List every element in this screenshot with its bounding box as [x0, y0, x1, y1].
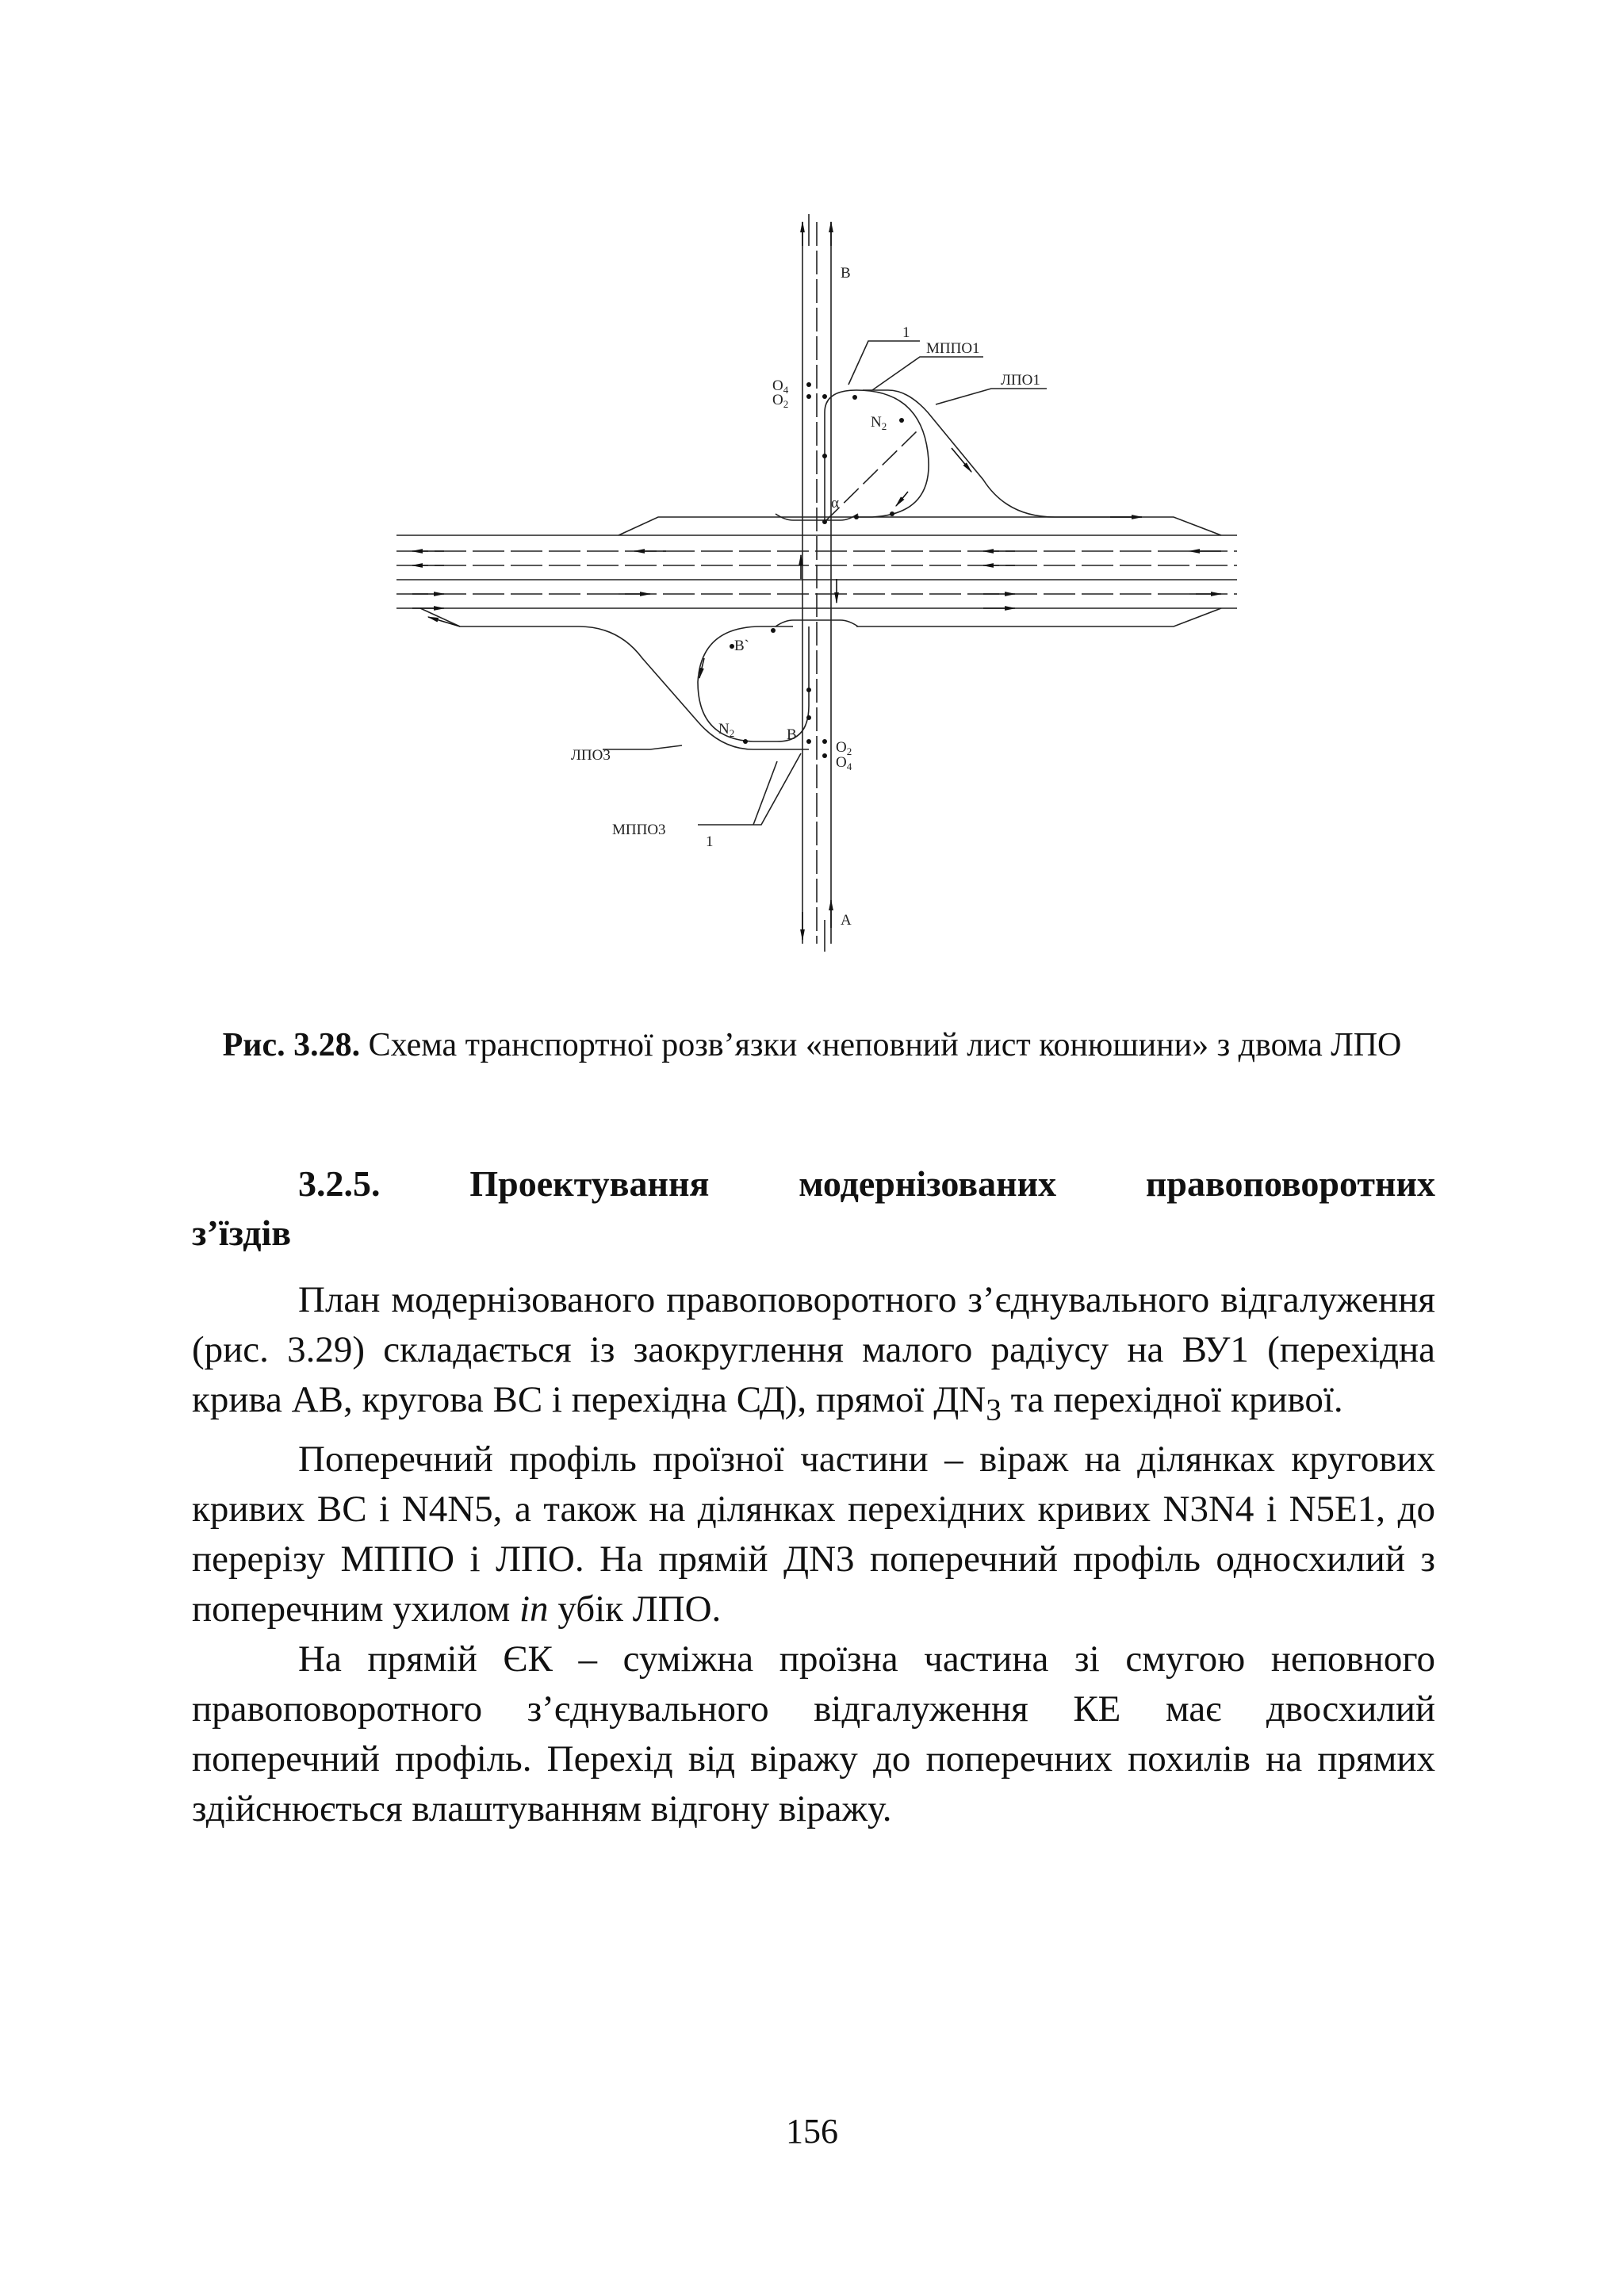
loop-lpo3	[698, 626, 809, 741]
interchange-svg	[381, 214, 1253, 952]
ramp-lpo1-exit	[863, 390, 1142, 517]
label-o4-bottom: $O_4$	[836, 754, 852, 772]
label-n2-bottom: $N_2$	[718, 721, 735, 739]
leader-1-top	[848, 341, 920, 385]
arrow-loop-top	[896, 492, 908, 506]
body-text	[192, 1275, 1435, 1834]
label-lpo1: ЛПО1	[1001, 372, 1040, 389]
paragraph-1-subscript: 3	[986, 1393, 1002, 1427]
point-n2-bottom	[743, 739, 748, 744]
label-b-bottom: В	[787, 726, 797, 743]
point-bottom-3	[806, 715, 811, 720]
paragraph-2	[192, 1435, 1435, 1634]
label-o2-bottom: $O_2$	[836, 739, 852, 757]
paragraph-1-text-b: та перехідної кривої.	[1001, 1379, 1343, 1420]
label-b-top: В	[841, 265, 851, 282]
ramp-lpo3-entry	[420, 608, 809, 749]
point-o4-top	[806, 382, 811, 387]
paragraph-1	[192, 1275, 1435, 1435]
point-top-4	[890, 511, 894, 516]
caption-label: Рис. 3.28.	[222, 1027, 361, 1063]
point-top-2	[852, 395, 857, 400]
figure-caption	[190, 1023, 1434, 1067]
leader-lpo1	[936, 389, 1047, 404]
label-o4-top: $O_4$	[772, 377, 789, 396]
paragraph-2-text-a: Поперечний профіль проїзної частини – віраж на ділянках кругових кривих ВС і N4N5, а також на ділянках перехідних кривих N3N4 і N5E1, до перерізу МППО і ЛПО. На прямій ДN3 поперечний профіль односхилий з поперечним ухилом	[192, 1439, 1435, 1630]
interchange-diagram	[381, 214, 1253, 952]
point-o4-bottom	[822, 753, 827, 758]
label-1-bottom: 1	[706, 833, 714, 850]
point-top-3	[822, 454, 827, 458]
heading-line-2: з’їздів	[192, 1213, 292, 1253]
point-o2-bottom	[822, 739, 827, 744]
paragraph-2-italic: in	[519, 1588, 549, 1630]
label-lpo3: ЛПО3	[571, 747, 611, 764]
label-alpha: α	[831, 495, 839, 511]
heading-line-1: 3.2.5. Проектування модернізованих правоповоротних	[298, 1163, 1435, 1204]
top-accel-lanes	[619, 517, 1221, 535]
caption-text: Схема транспортної розв’язки «неповний лист конюшини» з двома ЛПО	[360, 1027, 1402, 1063]
axis-line-top	[825, 428, 920, 522]
label-mppo1: МППО1	[926, 340, 980, 357]
leader-1-bottom	[753, 761, 777, 825]
label-a-bottom: А	[841, 912, 852, 929]
paragraph-2-text-b: убік ЛПО.	[548, 1588, 722, 1630]
paragraph-3: На прямій ЄК – суміжна проїзна частина зі смугою неповного правоповоротного з’єднувального відгалуження КЕ має двосхилий поперечний профіль. Перехід від віражу до поперечних похилів на прямих здійснюється влаштуванням відгону віражу.	[192, 1638, 1435, 1830]
point-o2-top	[806, 394, 811, 399]
point-bottom-1	[771, 628, 776, 633]
label-1-top: 1	[902, 324, 910, 341]
point-b-bottom	[806, 739, 811, 744]
section-heading	[192, 1159, 1435, 1258]
arrow-ramp-bottom	[428, 617, 460, 626]
point-bottom-2	[806, 688, 811, 692]
leader-lpo3	[603, 745, 682, 749]
point-top-5	[854, 515, 859, 519]
bottom-decel-lane	[856, 608, 1221, 626]
label-o2-top: $O_2$	[772, 392, 789, 410]
label-n2-top: $N_2$	[871, 414, 887, 432]
label-mppo3: МППО3	[612, 822, 666, 838]
page-number: 156	[786, 2112, 838, 2151]
point-top-1	[822, 394, 827, 399]
point-n2-top	[899, 418, 904, 423]
paragraph-1-text-a: План модернізованого правоповоротного з’єднувального відгалуження (рис. 3.29) складається із заокруглення малого радіусу на ВУ1 (перехідна крива АВ, кругова ВС і перехідна СД), прямої ДN	[192, 1279, 1435, 1420]
leader-mppo3	[698, 753, 801, 825]
arrow-lpo1	[952, 448, 971, 472]
point-alpha	[822, 519, 827, 524]
loop-lpo1	[825, 390, 929, 522]
label-b-prime: В`	[734, 638, 749, 654]
leader-mppo1	[872, 357, 983, 390]
